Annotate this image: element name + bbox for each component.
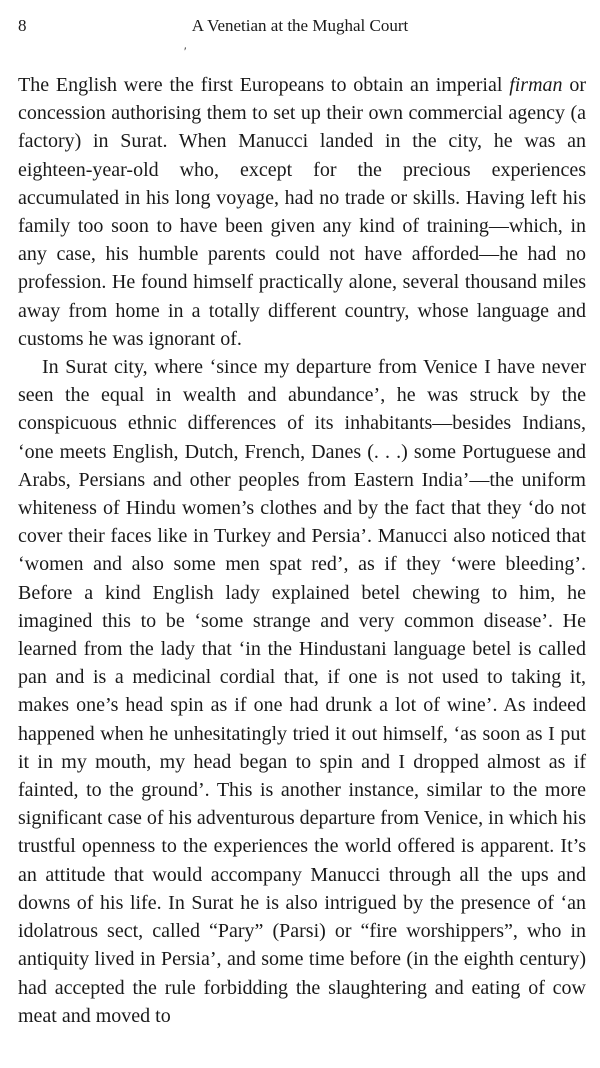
paragraph-1-text-end: or concession authorising them to set up their own commercial agency (a factory) in Surat. When Manucci landed in the city, he was an eighteen-year-old who, except for the precious experiences accumulated in his long voyage, had no trade or skills. Having left his family too soon to have been given any kind of training—which, in any case, his humble parents could not have afforded—he had no profession. He found himself practically alone, several thousand miles away from home in a totally different country, whose language and customs he was ignorant of. [18, 74, 586, 350]
paragraph-1 [18, 71, 586, 353]
page-number: 8 [18, 16, 27, 35]
running-title: A Venetian at the Mughal Court [191, 16, 409, 35]
paragraph-1-text-start: The English were the first Europeans to obtain an imperial [18, 74, 510, 96]
emphasized-term: firman [509, 74, 563, 96]
page-header [18, 12, 582, 40]
body-text [18, 71, 586, 1030]
paragraph-2: In Surat city, where ‘since my departure from Venice I have never seen the equal in wealth and abundance’, he was struck by the conspicuous ethnic differences of its inhabitants—besides Indians, ‘one meets English, Dutch, French, Danes (. . .) some Portuguese and Arabs, Persians and other peoples from Eastern India’—the uniform whiteness of Hindu women’s clothes and by the fact that they ‘do not cover their faces like in Turkey and Persia’. Manucci also noticed that ‘women and also some men spat red’, as if they ‘were bleeding’. Before a kind English lady explained betel chewing to him, he imagined this to be ‘some strange and very common disease’. He learned from the lady that ‘in the Hindustani language betel is called pan and is a medicinal cordial that, if one is not used to taking it, makes one’s head spin as if one had drunk a lot of wine’. As indeed happened when he unhesitatingly tried it out himself, ‘as soon as I put it in my mouth, my head began to spin and I dropped almost as if fainted, to the ground’. This is another instance, similar to the more significant case of his adventurous departure from Venice, in which his trustful openness to the experiences the world offered is apparent. It’s an attitude that would accompany Manucci through all the ups and downs of his life. In Surat he is also intrigued by the presence of ‘an idolatrous sect, called “Pary” (Parsi) or “fire worshippers”, who in antiquity lived in Persia’, and some time before (in the eighth century) had accepted the rule forbidding the slaughtering and eating of cow meat and moved to [18, 356, 586, 1027]
stray-mark: ′ [184, 44, 187, 58]
